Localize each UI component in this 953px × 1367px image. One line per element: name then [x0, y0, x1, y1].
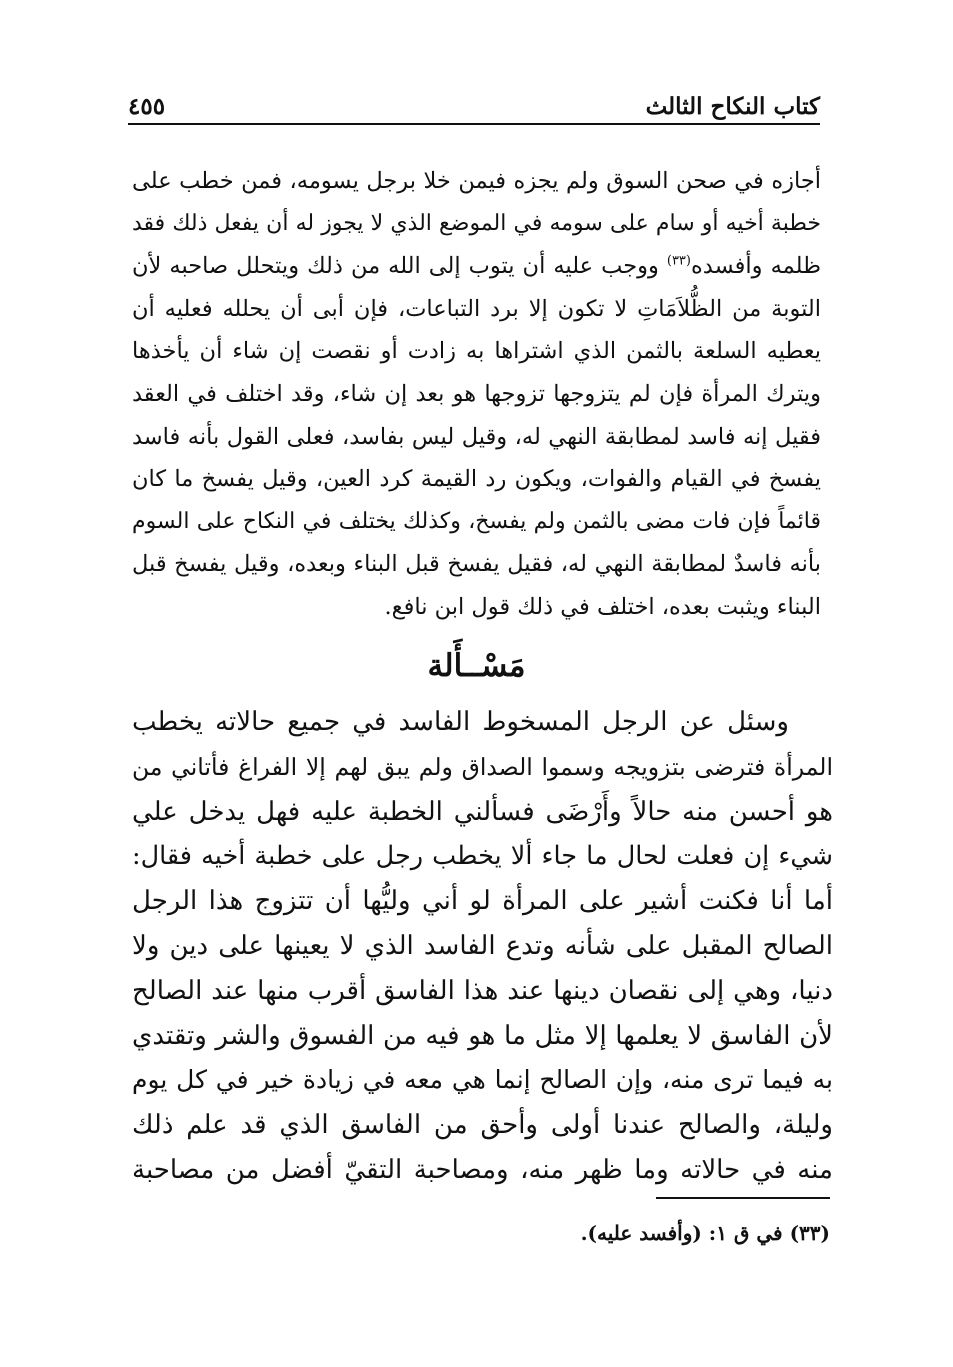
paragraph-line: لأن الفاسق لا يعلمها إلا مثل ما هو فيه من الفسوق والشر وتقتدي	[132, 1020, 833, 1051]
paragraph-line: الصالح المقبل على شأنه وتدع الفاسد الذي لا يعينها على دين ولا	[132, 930, 833, 961]
paragraph-line: قائماً فإن فات مضى بالثمن ولم يفسخ، وكذلك يختلف في النكاح على السوم	[132, 508, 821, 534]
paragraph-line: به فيما ترى منه، وإن الصالح إنما هي معه في زيادة خير في كل يوم	[132, 1065, 833, 1095]
paragraph-line: أما أنا فكنت أشير على المرأة لو أني وليُّها أن تتزوج هذا الرجل	[132, 886, 833, 917]
paragraph-line: التوبة من الظُّلاَمَاتِ لا تكون إلا برد التباعات، فإن أبى أن يحلله فعليه أن	[132, 295, 821, 322]
paragraph-line: يعطيه السلعة بالثمن الذي اشتراها به زادت أو نقصت إن شاء أن يأخذها	[132, 338, 821, 365]
paragraph-line: بأنه فاسدٌ لمطابقة النهي له، فقيل يفسخ قبل البناء وبعده، وقيل يفسخ قبل	[132, 551, 821, 578]
paragraph-line: هو أحسن منه حالاً وأَرْضَى فسألني الخطبة عليه فهل يدخل علي	[132, 796, 833, 827]
paragraph-line: ويترك المرأة فإن لم يتزوجها تزوجها هو بعد إن شاء، وقد اختلف في العقد	[132, 380, 821, 407]
footnote-rule	[656, 1197, 830, 1199]
paragraph-line: وسئل عن الرجل المسخوط الفاسد في جميع حالاته يخطب	[132, 707, 789, 737]
paragraph-line: خطبة أخيه أو سام على سومه في الموضع الذي لا يجوز له أن يفعل ذلك فقد	[132, 210, 821, 236]
header-rule	[128, 123, 820, 125]
paragraph-line: وليلة، والصالح عندنا أولى وأحق من الفاسق الذي قد علم ذلك	[132, 1110, 833, 1141]
paragraph-1	[132, 160, 821, 629]
page-number: ٤٥٥	[128, 93, 166, 120]
paragraph-line: دنيا، وهي إلى نقصان دينها عند هذا الفاسق أقرب منها عند الصالح	[132, 975, 833, 1006]
paragraph-2	[132, 700, 833, 1193]
paragraph-line-start: ظلمه وأفسده	[691, 253, 821, 280]
section-heading: مَسْــأَلة	[427, 648, 526, 684]
paragraph-line: أجازه في صحن السوق ولم يجزه فيمن خلا برجل يسومه، فمن خطب على	[132, 168, 821, 194]
page-header	[128, 78, 820, 118]
footnote-marker: (٣٣)	[666, 253, 691, 269]
paragraph-line: البناء ويثبت بعده، اختلف في ذلك قول ابن نافع.	[384, 593, 821, 620]
running-title: كتاب النكاح الثالث	[645, 93, 820, 120]
paragraph-line-with-footnote	[132, 245, 821, 288]
paragraph-line: منه في حالاته وما ظهر منه، ومصاحبة التقيّ أفضل من مصاحبة	[132, 1154, 833, 1185]
paragraph-line: شيء إن فعلت لحال ما جاء ألا يخطب رجل على خطبة أخيه فقال:	[132, 841, 833, 872]
paragraph-line-end: ووجب عليه أن يتوب إلى الله من ذلك ويتحلل صاحبه لأن	[132, 253, 659, 280]
paragraph-line: يفسخ في القيام والفوات، ويكون رد القيمة كرد العين، وقيل يفسخ ما كان	[132, 466, 821, 493]
paragraph-line: فقيل إنه فاسد لمطابقة النهي له، وقيل ليس بفاسد، فعلى القول بأنه فاسد	[132, 423, 821, 450]
footnote: (٣٣) في ق ١: (وأفسد عليه).	[580, 1221, 830, 1245]
paragraph-line: المرأة فترضى بتزويجه وسموا الصداق ولم يبق لهم إلا الفراغ فأتاني من	[132, 752, 833, 781]
